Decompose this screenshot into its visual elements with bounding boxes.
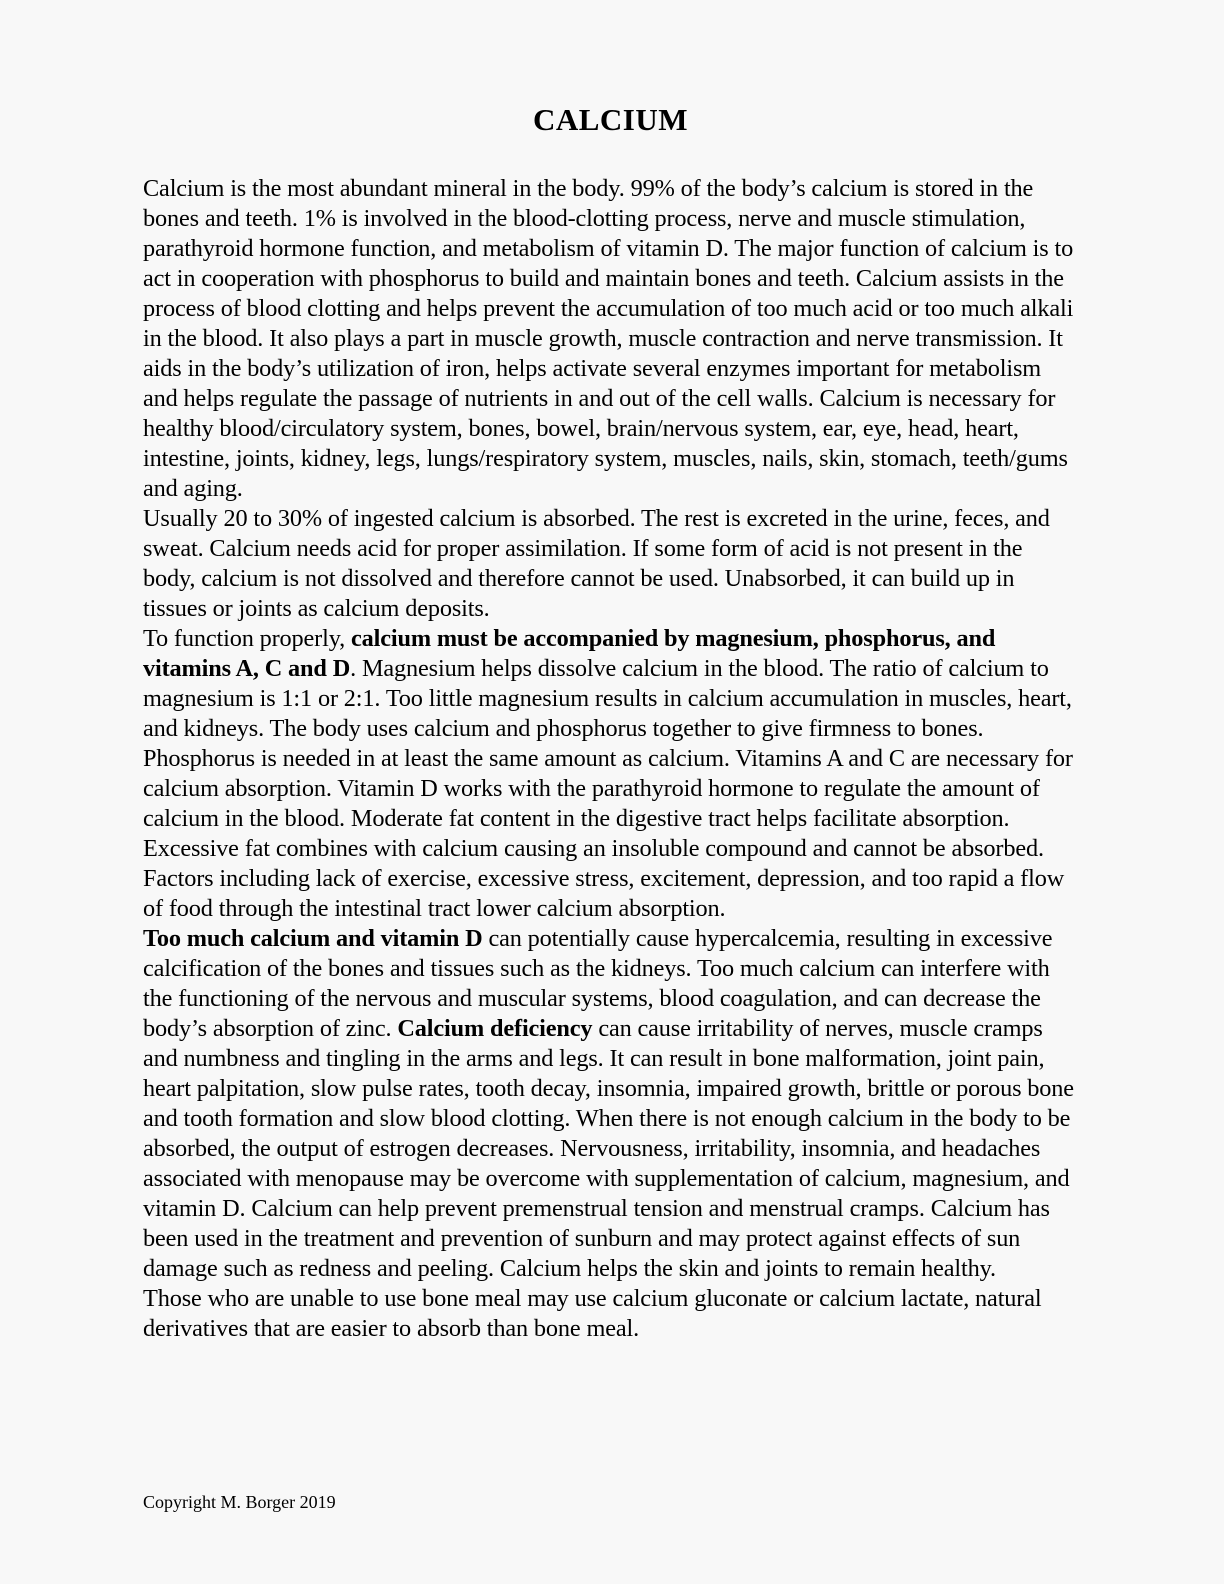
paragraph-excess-deficiency: [143, 924, 1078, 1284]
paragraph-text: Those who are unable to use bone meal may use calcium gluconate or calcium lactate, natural derivatives that are easier to absorb than bone meal.: [143, 1285, 1042, 1342]
bold-phrase: calcium must be accompanied by magnesium, phosphorus, and vitamins A, C and D: [143, 625, 996, 682]
paragraph-text: . Magnesium helps dissolve calcium in the blood. The ratio of calcium to magnesium is 1:1 or 2:1. Too little magnesium results in calcium accumulation in muscles, heart, and kidneys. The body uses calcium and phosphorus together to give firmness to bones. Phosphorus is needed in at least the same amount as calcium. Vitamins A and C are necessary for calcium absorption. Vitamin D works with the parathyroid hormone to regulate the amount of calcium in the blood. Moderate fat content in the digestive tract helps facilitate absorption. Excessive fat combines with calcium causing an insoluble compound and cannot be absorbed. Factors including lack of exercise, excessive stress, excitement, depression, and too rapid a flow of food through the intestinal tract lower calcium absorption.: [143, 655, 1073, 922]
document-page: [143, 0, 1078, 1344]
paragraph-overview: [143, 174, 1078, 504]
paragraph-text: Usually 20 to 30% of ingested calcium is absorbed. The rest is excreted in the urine, feces, and sweat. Calcium needs acid for proper assimilation. If some form of acid is not present in the body, calcium is not dissolved and therefore cannot be used. Unabsorbed, it can build up in tissues or joints as calcium deposits.: [143, 505, 1050, 622]
bold-phrase: Too much calcium and vitamin D: [143, 925, 483, 952]
page-title: CALCIUM: [532, 102, 689, 137]
document-body: [143, 174, 1078, 1344]
paragraph-text: can cause irritability of nerves, muscle cramps and numbness and tingling in the arms and legs. It can result in bone malformation, joint pain, heart palpitation, slow pulse rates, tooth decay, insomnia, impaired growth, brittle or porous bone and tooth formation and slow blood clotting. When there is not enough calcium in the body to be absorbed, the output of estrogen decreases. Nervousness, irritability, insomnia, and headaches associated with menopause may be overcome with supplementation of calcium, magnesium, and vitamin D. Calcium can help prevent premenstrual tension and menstrual cramps. Calcium has been used in the treatment and prevention of sunburn and may protect against effects of sun damage such as redness and peeling. Calcium helps the skin and joints to remain healthy.: [143, 1015, 1074, 1282]
paragraph-text: Calcium is the most abundant mineral in the body. 99% of the body’s calcium is stored in the bones and teeth. 1% is involved in the blood-clotting process, nerve and muscle stimulation, parathyroid hormone function, and metabolism of vitamin D. The major function of calcium is to act in cooperation with phosphorus to build and maintain bones and teeth. Calcium assists in the process of blood clotting and helps prevent the accumulation of too much acid or too much alkali in the blood. It also plays a part in muscle growth, muscle contraction and nerve transmission. It aids in the body’s utilization of iron, helps activate several enzymes important for metabolism and helps regulate the passage of nutrients in and out of the cell walls. Calcium is necessary for healthy blood/circulatory system, bones, bowel, brain/nervous system, ear, eye, head, heart, intestine, joints, kidney, legs, lungs/respiratory system, muscles, nails, skin, stomach, teeth/gums and aging.: [143, 175, 1074, 502]
paragraph-text: can potentially cause hypercalcemia, resulting in excessive calcification of the bones and tissues such as the kidneys. Too much calcium can interfere with the functioning of the nervous and muscular systems, blood coagulation, and can decrease the body’s absorption of zinc.: [143, 925, 1053, 1042]
paragraph-cofactors: [143, 624, 1078, 924]
bold-phrase: Calcium deficiency: [397, 1015, 593, 1042]
paragraph-text: To function properly,: [143, 625, 351, 652]
paragraph-absorption: [143, 504, 1078, 624]
copyright-notice: Copyright M. Borger 2019: [143, 1492, 336, 1512]
paragraph-alternatives: [143, 1284, 1078, 1344]
